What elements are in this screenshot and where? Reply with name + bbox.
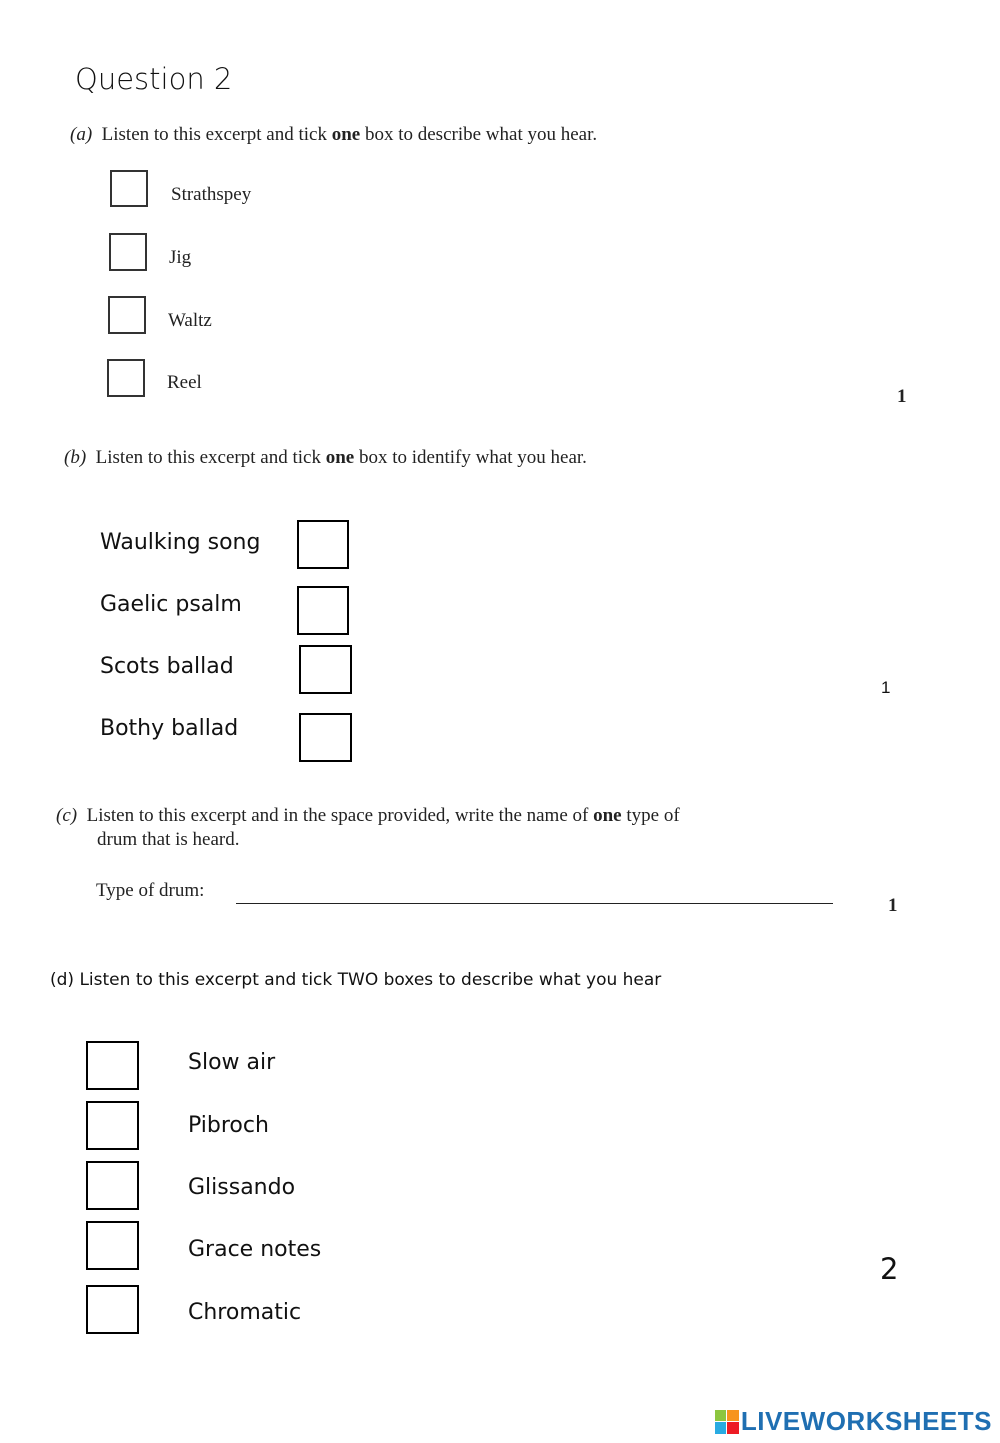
checkbox-strathspey[interactable] <box>110 170 148 207</box>
option-label: Chromatic <box>188 1300 302 1325</box>
part-b-letter: (b) <box>64 447 87 468</box>
part-c-letter: (c) <box>56 805 78 826</box>
checkbox-waulking-song[interactable] <box>297 520 349 569</box>
option-label: Gaelic psalm <box>100 592 242 617</box>
checkbox-scots-ballad[interactable] <box>299 645 352 694</box>
page-title: Question 2 <box>75 62 233 96</box>
checkbox-reel[interactable] <box>107 359 145 397</box>
option-label: Strathspey <box>171 184 252 205</box>
part-c-mark: 1 <box>888 895 898 916</box>
checkbox-gaelic-psalm[interactable] <box>297 586 349 635</box>
part-d-instruction: (d) Listen to this excerpt and tick TWO boxes to describe what you hear <box>50 970 662 990</box>
part-b-mark: 1 <box>881 678 891 697</box>
checkbox-glissando[interactable] <box>86 1161 139 1210</box>
option-label: Waulking song <box>100 530 261 555</box>
part-a-instruction: (a) Listen to this excerpt and tick one box to describe what you hear. <box>70 124 598 145</box>
liveworksheets-logo <box>715 1406 992 1437</box>
option-label: Waltz <box>168 310 212 331</box>
option-label: Reel <box>167 372 202 393</box>
drum-field-label: Type of drum: <box>96 880 205 901</box>
checkbox-waltz[interactable] <box>108 296 146 334</box>
part-a-mark: 1 <box>897 386 907 407</box>
checkbox-bothy-ballad[interactable] <box>299 713 352 762</box>
drum-answer-line[interactable] <box>236 903 833 904</box>
checkbox-slow-air[interactable] <box>86 1041 139 1090</box>
checkbox-chromatic[interactable] <box>86 1285 139 1334</box>
checkbox-grace-notes[interactable] <box>86 1221 139 1270</box>
brand-icon <box>715 1410 739 1434</box>
part-c-instruction: (c) Listen to this excerpt and in the space provided, write the name of one type of drum that is heard. <box>56 805 680 850</box>
part-d-mark: 2 <box>880 1252 899 1286</box>
part-a-letter: (a) <box>70 124 93 145</box>
option-label: Pibroch <box>188 1113 269 1138</box>
option-label: Grace notes <box>188 1237 322 1262</box>
checkbox-jig[interactable] <box>109 233 147 271</box>
option-label: Bothy ballad <box>100 716 239 741</box>
option-label: Slow air <box>188 1050 276 1075</box>
checkbox-pibroch[interactable] <box>86 1101 139 1150</box>
brand-name: LIVEWORKSHEETS <box>740 1406 992 1436</box>
option-label: Jig <box>169 247 192 268</box>
option-label: Scots ballad <box>100 654 234 679</box>
part-b-instruction: (b) Listen to this excerpt and tick one box to identify what you hear. <box>64 447 587 468</box>
option-label: Glissando <box>188 1175 296 1200</box>
